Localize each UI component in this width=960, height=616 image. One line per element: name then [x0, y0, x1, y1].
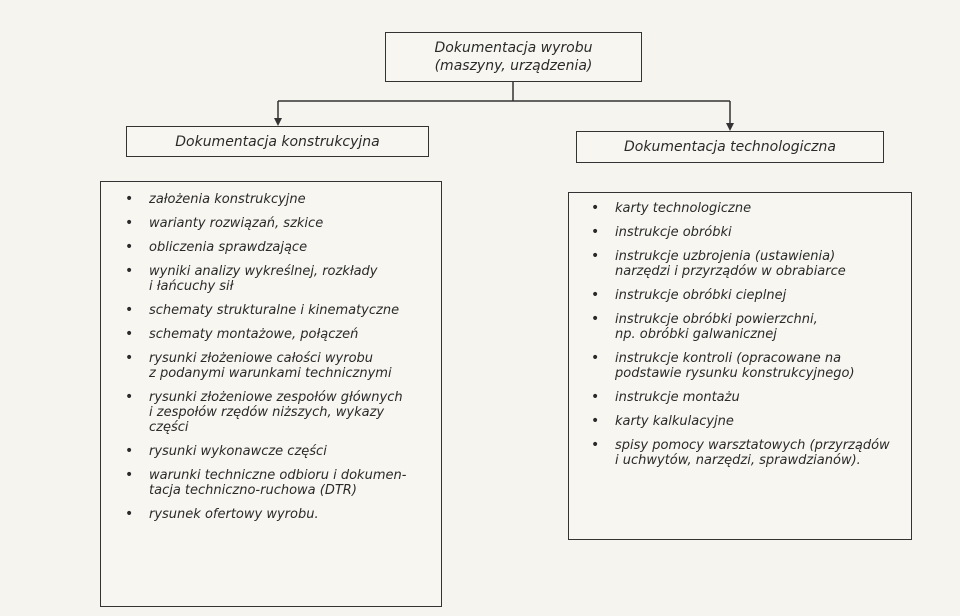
right-list-item: • instrukcje obróbki — [591, 225, 907, 240]
root-node-box — [385, 32, 642, 82]
right-list-item: • karty kalkulacyjne — [591, 414, 907, 429]
left-list-item: • schematy montażowe, połączeń — [125, 327, 435, 342]
left-category-title: Dokumentacja konstrukcyjna — [175, 133, 380, 150]
left-list-item: • obliczenia sprawdzające — [125, 240, 435, 255]
left-list-item: • rysunki złożeniowe całości wyrobu z podanymi warunkami technicznymi — [125, 351, 435, 381]
left-arrowhead — [274, 118, 282, 126]
right-list-item: • instrukcje kontroli (opracowane na podstawie rysunku konstrukcyjnego) — [591, 351, 907, 381]
left-list-item: • warianty rozwiązań, szkice — [125, 216, 435, 231]
right-list-item: • instrukcje montażu — [591, 390, 907, 405]
root-node-line2: (maszyny, urządzenia) — [434, 58, 593, 74]
right-items-box — [568, 192, 912, 540]
right-list-item: • karty technologiczne — [591, 201, 907, 216]
left-list-item: • założenia konstrukcyjne — [125, 192, 435, 207]
right-list-item: • instrukcje obróbki cieplnej — [591, 288, 907, 303]
left-list-item: • warunki techniczne odbioru i dokumen- tacja techniczno-ruchowa (DTR) — [125, 468, 435, 498]
left-category-box — [126, 126, 429, 157]
left-list-item: • rysunki złożeniowe zespołów głównych i zespołów rzędów niższych, wykazy części — [125, 390, 435, 435]
right-list-item: • instrukcje obróbki powierzchni, np. obróbki galwanicznej — [591, 312, 907, 342]
right-arrowhead — [726, 123, 734, 131]
root-node-line1: Dokumentacja wyrobu — [434, 40, 593, 56]
left-list-item: • wyniki analizy wykreślnej, rozkłady i łańcuchy sił — [125, 264, 435, 294]
left-items-list — [101, 182, 441, 522]
left-list-item: • schematy strukturalne i kinematyczne — [125, 303, 435, 318]
left-list-item: • rysunki wykonawcze części — [125, 444, 435, 459]
right-category-box — [576, 131, 884, 163]
right-category-title: Dokumentacja technologiczna — [624, 139, 836, 155]
left-list-item: • rysunek ofertowy wyrobu. — [125, 507, 435, 522]
right-list-item: • spisy pomocy warsztatowych (przyrządów i uchwytów, narzędzi, sprawdzianów). — [591, 438, 907, 468]
right-items-list — [569, 193, 911, 468]
right-list-item: • instrukcje uzbrojenia (ustawienia) narzędzi i przyrządów w obrabiarce — [591, 249, 907, 279]
left-items-box — [100, 181, 442, 607]
